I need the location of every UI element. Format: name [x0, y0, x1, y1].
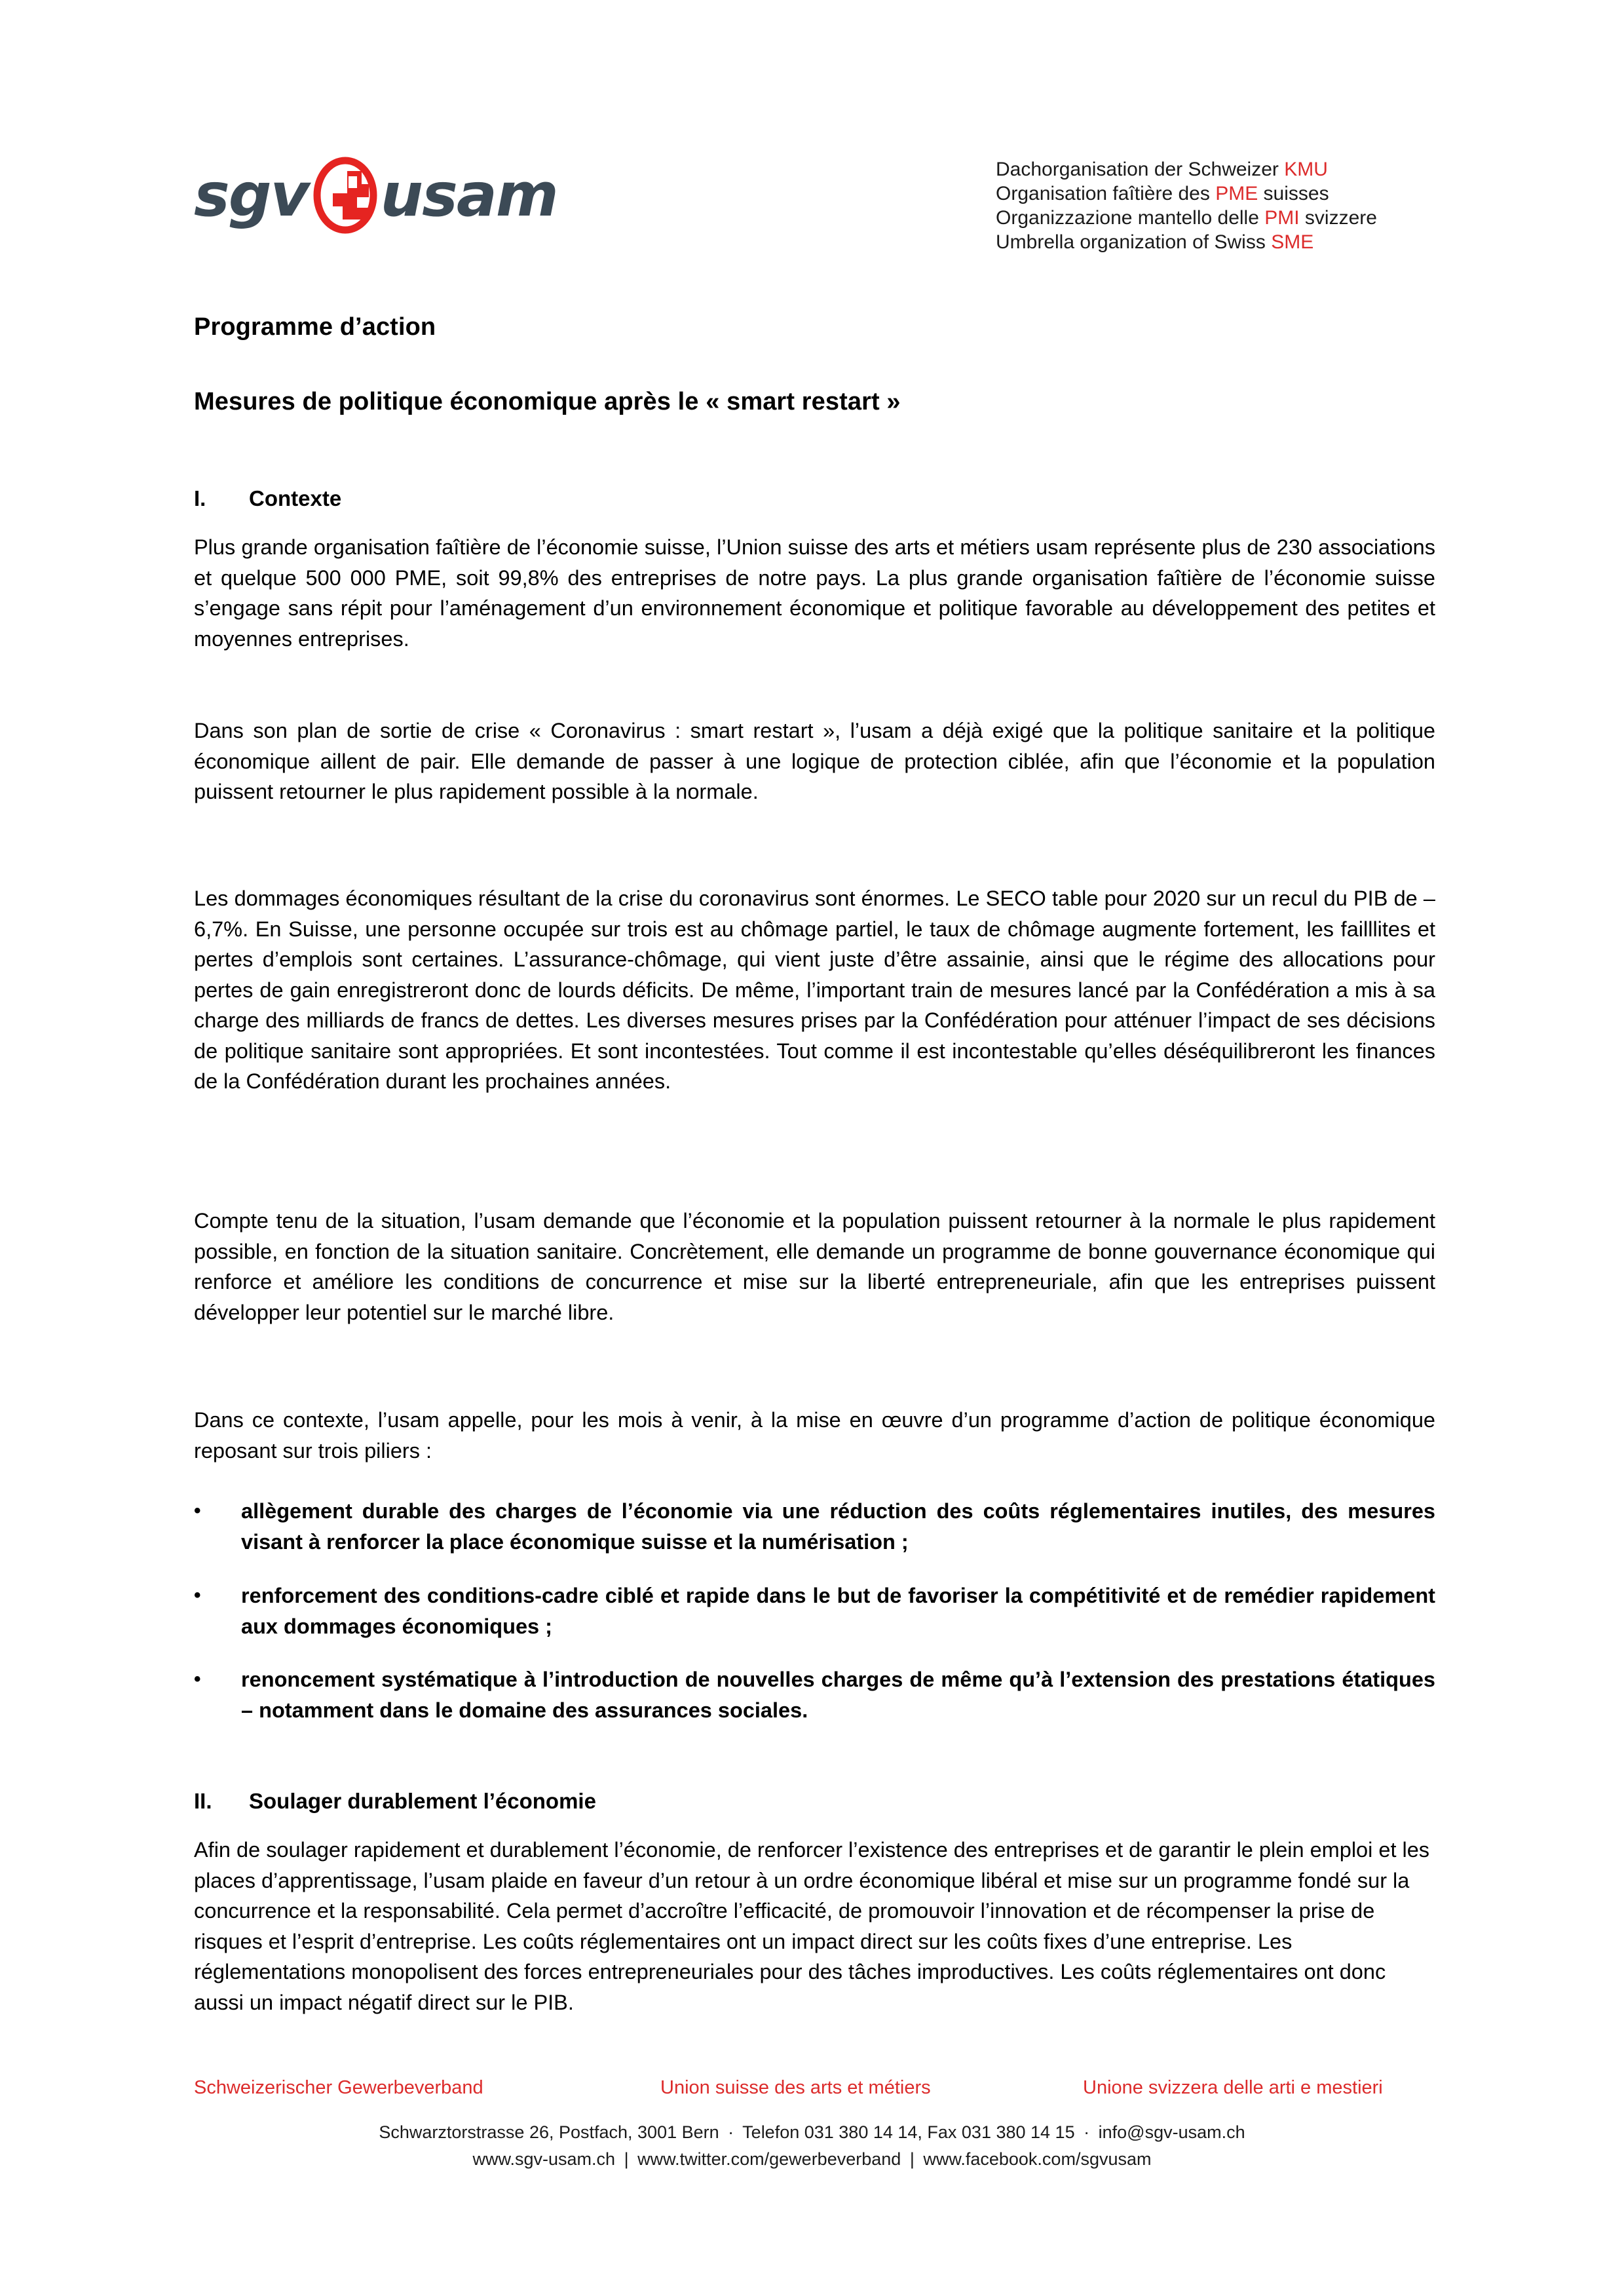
section-heading-soulager [194, 1789, 596, 1814]
accent-sme: SME [1271, 231, 1314, 253]
section-numeral-one: I. [194, 486, 206, 510]
footer-separator-dot: · [1084, 2122, 1090, 2142]
list-item [194, 1580, 1435, 1641]
footer-email[interactable]: info@sgv-usam.ch [1098, 2122, 1245, 2142]
footer-organization-names [0, 2076, 1624, 2105]
footer-org-fr: Union suisse des arts et métiers [660, 2077, 931, 2098]
sgv-usam-cross-emblem-icon [311, 157, 379, 234]
section-heading-contexte [194, 486, 341, 511]
accent-pme: PME [1215, 183, 1258, 204]
bullet-point-icon: • [194, 1668, 201, 1690]
paragraph-contexte-1: Plus grande organisation faîtière de l’économie suisse, l’Union suisse des arts et métiers usam représente plus de 230 associations et quelque 500 000 PME, soit 99,8% des entreprises de notre pays. La plus grande organisation faîtière de l’économie suisse s’engage sans répit pour l’aménagement d’un environnement économique et politique favorable au développement des petites et moyennes entreprises. [194, 535, 1435, 651]
section-numeral-two: II. [194, 1789, 212, 1813]
header-language-en: Umbrella organization of Swiss SME [996, 231, 1314, 253]
paragraph-contexte-4: Compte tenu de la situation, l’usam demande que l’économie et la population puissent retourner à la normale le plus rapidement possible, en fonction de la situation sanitaire. Concrètement, elle demande un programme de bonne gouvernance économique qui renforce et améliore les conditions de concurrence et mise sur la liberté entrepreneuriale, afin que les entreprises puissent développer leur potentiel sur le marché libre. [194, 1209, 1435, 1324]
footer-twitter-link[interactable]: www.twitter.com/gewerbeverband [637, 2149, 901, 2169]
header-language-fr: Organisation faîtière des PME suisses [996, 183, 1329, 204]
footer-separator-pipe: | [624, 2149, 629, 2169]
paragraph-contexte-5: Dans ce contexte, l’usam appelle, pour les mois à venir, à la mise en œuvre d’un programme d’action de politique économique reposant sur trois piliers : [194, 1408, 1435, 1463]
sgv-usam-logo [194, 156, 557, 235]
paragraph-contexte-3: Les dommages économiques résultant de la crise du coronavirus sont énormes. Le SECO table pour 2020 sur un recul du PIB de –6,7%. En Suisse, une personne occupée sur trois est au chômage partiel, le taux de chômage augmente fortement, les failllites et pertes d’emplois sont certaines. L’assurance-chômage, qui vient juste d’être assainie, ainsi que le régime des allocations pour pertes de gain enregistreront donc de lourds déficits. De même, l’important train de mesures lancé par la Confédération a mis à sa charge des milliards de francs de dettes. Les diverses mesures prises par la Confédération pour atténuer l’impact de ses décisions de politique sanitaire sont appropriées. Et sont incontestées. Tout comme il est incontestable qu’elles déséquilibreront les finances de la Confédération durant les prochaines années. [194, 887, 1435, 1093]
bullet-point-icon: • [194, 1500, 201, 1521]
bullet-text-3: renoncement systématique à l’introduction de nouvelles charges de même qu’à l’extension des prestations étatiques – notamment dans le domaine des assurances sociales. [241, 1668, 1435, 1722]
footer-facebook-link[interactable]: www.facebook.com/sgvusam [923, 2149, 1152, 2169]
accent-kmu: KMU [1284, 159, 1328, 180]
footer-website-link[interactable]: www.sgv-usam.ch [472, 2149, 616, 2169]
bullet-text-1: allègement durable des charges de l’économie via une réduction des coûts réglementaires inutiles, des mesures visant à renforcer la place économique suisse et la numérisation ; [241, 1499, 1435, 1554]
paragraph-soulager-1: Afin de soulager rapidement et durablement l’économie, de renforcer l’existence des entreprises et de garantir le plein emploi et les places d’apprentissage, l’usam plaide en faveur d’un retour à un ordre économique libéral et mise sur un programme fondé sur la concurrence et la responsabilité. Cela permet d’accroître l’efficacité, de promouvoir l’innovation et de récompenser la prise de risques et l’esprit d’entreprise. Les coûts réglementaires ont un impact direct sur les coûts fixes d’une entreprise. Les réglementations monopolisent des forces entrepreneuriales pour des tâches improductives. Les coûts réglementaires ont donc aussi un impact négatif direct sur le PIB. [194, 1838, 1430, 2014]
logo-word-usam: usam [380, 160, 557, 230]
footer-contact-line-1 [0, 2119, 1624, 2146]
header-language-de: Dachorganisation der Schweizer KMU [996, 159, 1328, 180]
list-item [194, 1664, 1435, 1725]
paragraph-contexte-2: Dans son plan de sortie de crise « Coronavirus : smart restart », l’usam a déjà exigé que la politique sanitaire et la politique économique aillent de pair. Elle demande de passer à une logique de protection ciblée, afin que l’économie et la population puissent retourner le plus rapidement possible à la normale. [194, 719, 1435, 803]
bullet-text-2: renforcement des conditions-cadre ciblé et rapide dans le but de favoriser la compétitivité et de remédier rapidement aux dommages économiques ; [241, 1584, 1435, 1638]
page-footer [0, 2076, 1624, 2173]
footer-phone: Telefon 031 380 14 14, Fax 031 380 14 15 [742, 2122, 1075, 2142]
footer-contact-line-2 [0, 2146, 1624, 2173]
list-item [194, 1496, 1435, 1557]
footer-org-de: Schweizerischer Gewerbeverband [194, 2077, 483, 2098]
page-header [0, 0, 1624, 282]
accent-pmi: PMI [1264, 207, 1300, 229]
document-subtitle-line-2: Mesures de politique économique après le « smart restart » [194, 388, 901, 415]
document-title-line-1: Programme d’action [194, 313, 436, 341]
footer-separator-dot: · [728, 2122, 734, 2142]
footer-address: Schwarztorstrasse 26, Postfach, 3001 Bern [379, 2122, 719, 2142]
header-language-it: Organizzazione mantello delle PMI svizzere [996, 207, 1377, 229]
section-label-two: Soulager durablement l’économie [249, 1789, 596, 1813]
footer-separator-pipe: | [909, 2149, 915, 2169]
footer-org-it: Unione svizzera delle arti e mestieri [1083, 2077, 1383, 2098]
header-language-block [996, 157, 1377, 254]
section-label-one: Contexte [249, 486, 342, 510]
bullet-point-icon: • [194, 1584, 201, 1606]
footer-contact-block [0, 2119, 1624, 2173]
logo-word-sgv: sgv [194, 160, 309, 230]
